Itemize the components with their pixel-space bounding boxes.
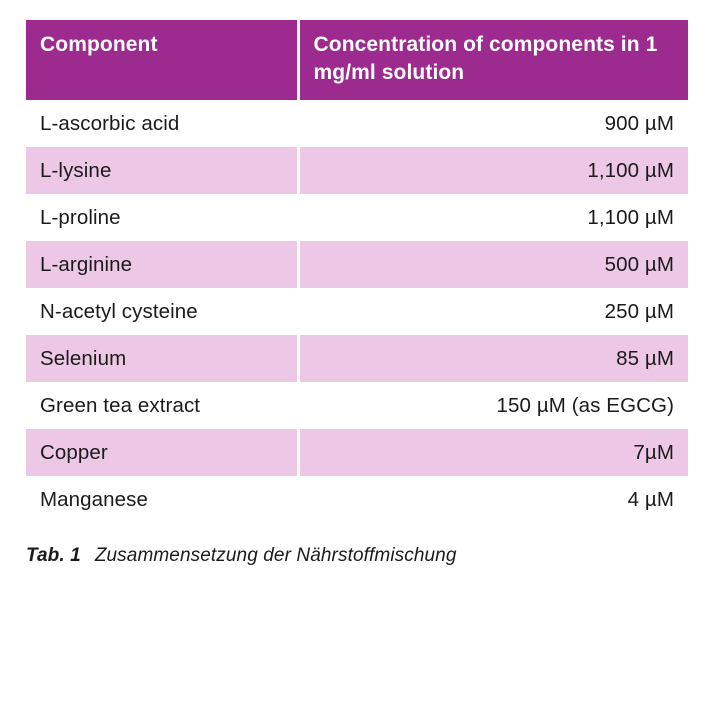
cell-concentration: 1,100 µM: [298, 194, 688, 241]
cell-concentration: 7µM: [298, 429, 688, 476]
column-header-component: Component: [26, 20, 298, 100]
cell-concentration: 900 µM: [298, 100, 688, 147]
cell-concentration: 85 µM: [298, 335, 688, 382]
caption-text: Zusammensetzung der Nährstoffmischung: [94, 545, 457, 567]
cell-concentration: 250 µM: [298, 288, 688, 335]
table-row: [26, 288, 688, 335]
cell-component: Manganese: [26, 476, 298, 523]
table-header: [26, 20, 688, 100]
nutrient-composition-table: [26, 20, 688, 523]
table-row: [26, 335, 688, 382]
caption-label: Tab. 1: [26, 545, 81, 567]
table-header-row: [26, 20, 688, 100]
table-row: [26, 147, 688, 194]
table-row: [26, 241, 688, 288]
table-row: [26, 476, 688, 523]
table-row: [26, 194, 688, 241]
cell-component: L-arginine: [26, 241, 298, 288]
cell-concentration: 150 µM (as EGCG): [298, 382, 688, 429]
column-header-concentration: Concentration of components in 1 mg/ml solution: [298, 20, 688, 100]
cell-concentration: 1,100 µM: [298, 147, 688, 194]
cell-component: Copper: [26, 429, 298, 476]
table-row: [26, 382, 688, 429]
cell-component: N-acetyl cysteine: [26, 288, 298, 335]
table-body: [26, 100, 688, 523]
table-row: [26, 429, 688, 476]
cell-concentration: 4 µM: [298, 476, 688, 523]
cell-component: L-proline: [26, 194, 298, 241]
cell-component: L-lysine: [26, 147, 298, 194]
cell-concentration: 500 µM: [298, 241, 688, 288]
cell-component: Selenium: [26, 335, 298, 382]
cell-component: L-ascorbic acid: [26, 100, 298, 147]
table-caption: [26, 545, 687, 567]
cell-component: Green tea extract: [26, 382, 298, 429]
table-row: [26, 100, 688, 147]
